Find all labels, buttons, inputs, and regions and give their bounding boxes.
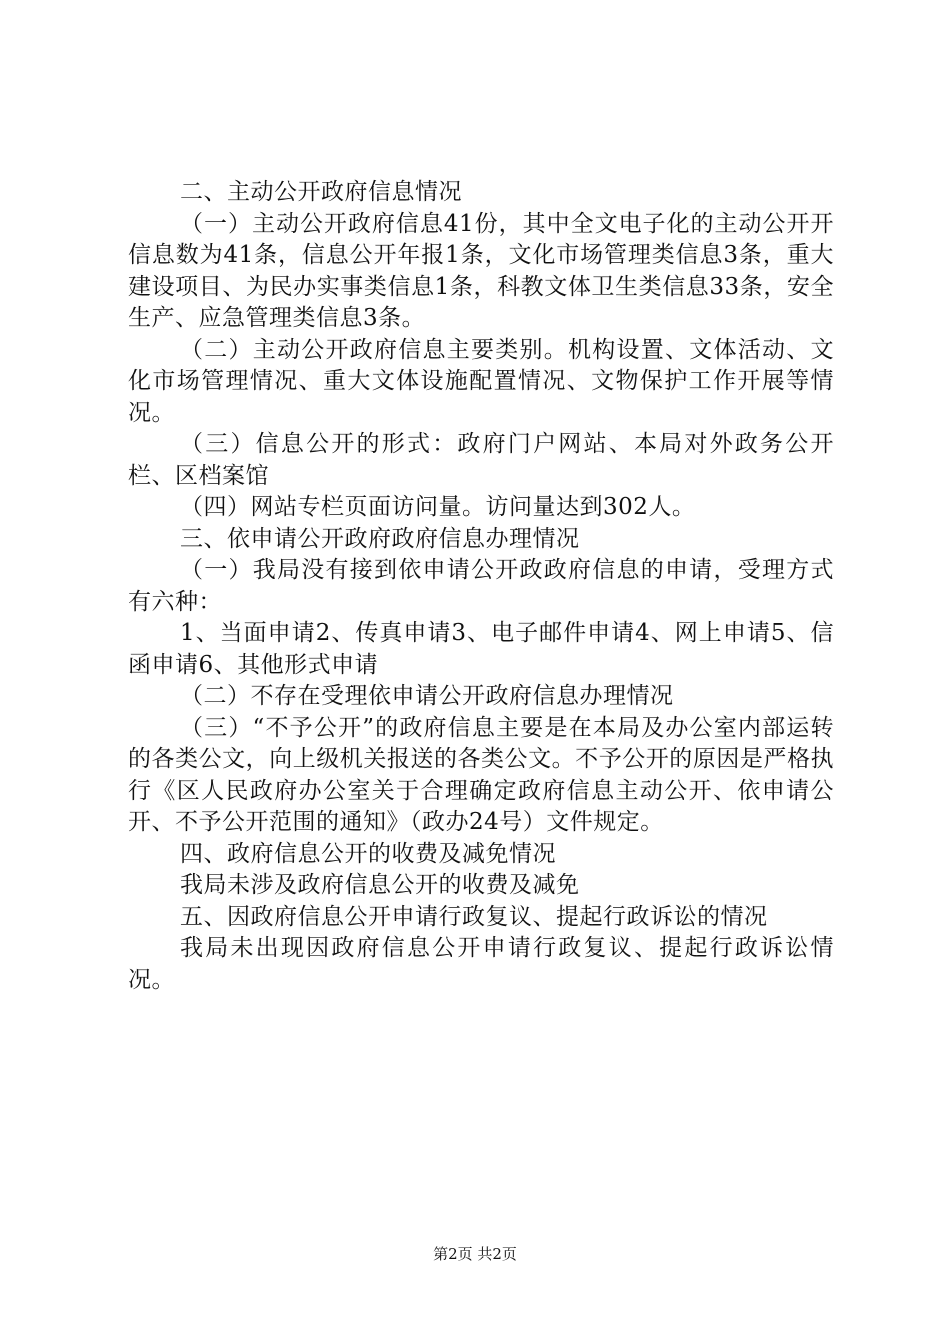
paragraph-4-1: 我局未涉及政府信息公开的收费及减免 xyxy=(180,872,580,898)
heading-section-2: 二、主动公开政府信息情况 xyxy=(180,179,462,205)
paragraph-3-methods: 1、当面申请2、传真申请3、电子邮件申请4、网上申请5、信函申请6、其他形式申请 xyxy=(128,620,834,678)
paragraph-2-1: （一）主动公开政府信息41份，其中全文电子化的主动公开开信息数为41条，信息公开年报1条，文化市场管理类信息3条，重大建设项目、为民办实事类信息1条，科教文体卫生类信息33条，安全生产、应急管理类信息3条。 xyxy=(128,210,834,331)
paragraph-5-1: 我局未出现因政府信息公开申请行政复议、提起行政诉讼情况。 xyxy=(128,935,834,993)
page-number-footer: 第2页 共2页 xyxy=(433,1245,517,1263)
paragraph-2-4: （四）网站专栏页面访问量。访问量达到302人。 xyxy=(180,494,696,520)
paragraph-3-3: （三）“不予公开”的政府信息主要是在本局及办公室内部运转的各类公文，向上级机关报送的各类公文。不予公开的原因是严格执行《区人民政府办公室关于合理确定政府信息主动公开、依申请公开、不予公开范围的通知》（政办24号）文件规定。 xyxy=(128,714,834,835)
heading-section-4: 四、政府信息公开的收费及减免情况 xyxy=(180,840,556,867)
paragraph-3-1: （一）我局没有接到依申请公开政政府信息的申请，受理方式有六种： xyxy=(128,557,834,615)
paragraph-2-3: （三）信息公开的形式：政府门户网站、本局对外政务公开栏、区档案馆 xyxy=(128,431,834,489)
document-body xyxy=(128,177,834,996)
heading-section-3: 三、依申请公开政府政府信息办理情况 xyxy=(180,525,580,552)
paragraph-2-2: （二）主动公开政府信息主要类别。机构设置、文体活动、文化市场管理情况、重大文体设施配置情况、文物保护工作开展等情况。 xyxy=(128,336,834,426)
paragraph-3-2: （二）不存在受理依申请公开政府信息办理情况 xyxy=(180,683,674,709)
heading-section-5: 五、因政府信息公开申请行政复议、提起行政诉讼的情况 xyxy=(180,903,768,930)
